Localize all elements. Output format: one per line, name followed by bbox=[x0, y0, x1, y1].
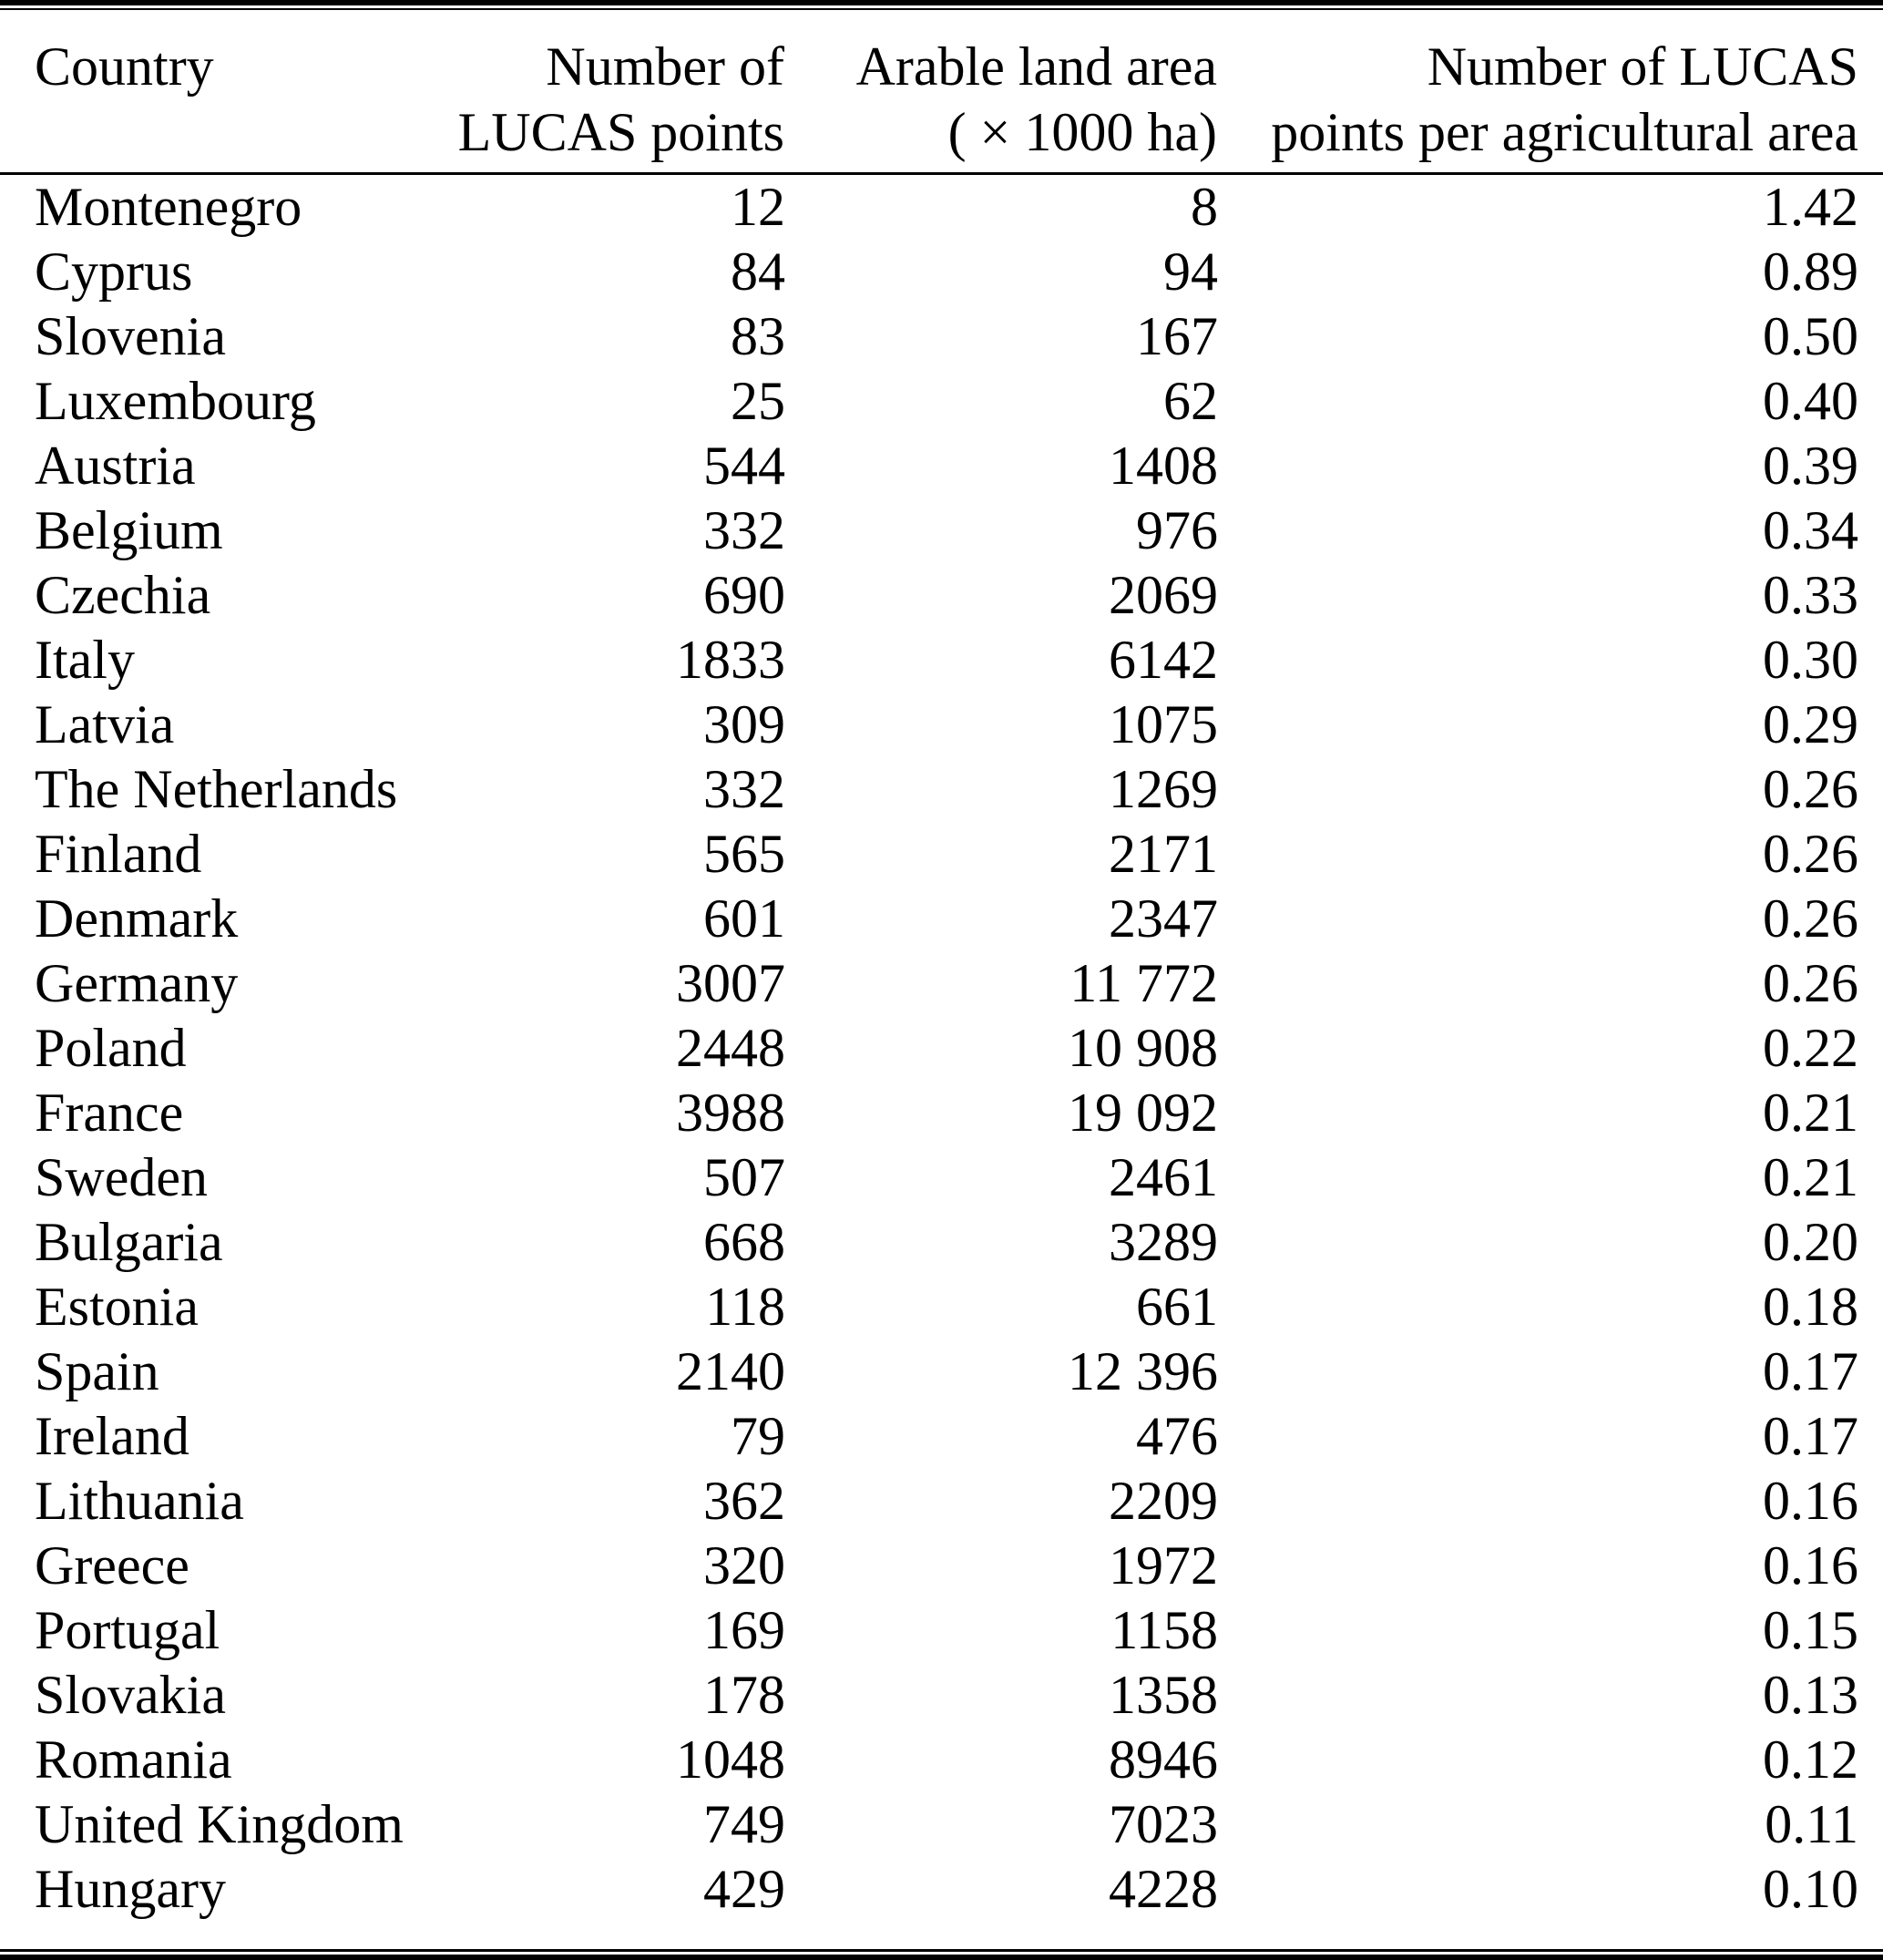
lucas-points-cell: 320 bbox=[703, 1535, 785, 1596]
header-country bbox=[0, 10, 455, 174]
arable-area-cell: 6142 bbox=[1109, 630, 1218, 690]
arable-area-cell: 8946 bbox=[1109, 1729, 1218, 1790]
country-cell: Belgium bbox=[35, 500, 223, 560]
points-per-area-cell: 0.12 bbox=[1763, 1729, 1858, 1790]
country-cell: Bulgaria bbox=[35, 1212, 223, 1272]
table-row bbox=[0, 1598, 1883, 1663]
arable-area-cell: 1358 bbox=[1109, 1665, 1218, 1725]
country-cell: The Netherlands bbox=[35, 759, 398, 819]
table-header bbox=[0, 10, 1883, 174]
points-per-area-cell: 0.11 bbox=[1765, 1794, 1858, 1854]
points-per-area-cell: 0.18 bbox=[1763, 1277, 1858, 1337]
header-points-per-area-line1: Number of LUCAS bbox=[1427, 36, 1858, 97]
table-row bbox=[0, 1404, 1883, 1469]
bottom-rule-thick bbox=[0, 1955, 1883, 1960]
points-per-area-cell: 0.26 bbox=[1763, 953, 1858, 1013]
table-row bbox=[0, 1275, 1883, 1339]
lucas-points-cell: 1833 bbox=[676, 630, 785, 690]
lucas-points-cell: 25 bbox=[731, 371, 785, 431]
points-per-area-cell: 0.10 bbox=[1763, 1859, 1858, 1919]
lucas-points-cell: 2140 bbox=[676, 1341, 785, 1401]
points-per-area-cell: 0.33 bbox=[1763, 565, 1858, 625]
arable-area-cell: 2209 bbox=[1109, 1471, 1218, 1531]
points-per-area-cell: 0.89 bbox=[1763, 241, 1858, 302]
country-cell: Poland bbox=[35, 1018, 187, 1078]
arable-area-cell: 4228 bbox=[1109, 1859, 1218, 1919]
lucas-points-cell: 118 bbox=[705, 1277, 785, 1337]
country-cell: United Kingdom bbox=[35, 1794, 404, 1854]
table-row bbox=[0, 1210, 1883, 1275]
header-row bbox=[0, 10, 1883, 174]
lucas-points-cell: 79 bbox=[731, 1406, 785, 1466]
header-lucas-points-line2: LUCAS points bbox=[457, 102, 784, 162]
points-per-area-cell: 1.42 bbox=[1763, 177, 1858, 237]
arable-area-cell: 12 396 bbox=[1068, 1341, 1218, 1401]
points-per-area-cell: 0.21 bbox=[1763, 1083, 1858, 1143]
country-cell: Hungary bbox=[35, 1859, 226, 1919]
header-arable-area-line2: ( × 1000 ha) bbox=[947, 102, 1217, 162]
lucas-points-cell: 169 bbox=[703, 1600, 785, 1660]
table-row bbox=[0, 887, 1883, 951]
country-cell: Romania bbox=[35, 1729, 232, 1790]
arable-area-cell: 94 bbox=[1163, 241, 1218, 302]
arable-area-cell: 11 772 bbox=[1069, 953, 1218, 1013]
points-per-area-cell: 0.17 bbox=[1763, 1406, 1858, 1466]
table-row bbox=[0, 822, 1883, 887]
table-row bbox=[0, 1339, 1883, 1404]
points-per-area-cell: 0.29 bbox=[1763, 694, 1858, 754]
country-cell: Montenegro bbox=[35, 177, 302, 237]
arable-area-cell: 19 092 bbox=[1068, 1083, 1218, 1143]
lucas-points-cell: 601 bbox=[703, 888, 785, 949]
header-lucas-points-line1: Number of bbox=[546, 36, 784, 97]
lucas-points-cell: 2448 bbox=[676, 1018, 785, 1078]
header-country-line1: Country bbox=[35, 36, 214, 97]
country-cell: France bbox=[35, 1083, 184, 1143]
points-per-area-cell: 0.13 bbox=[1763, 1665, 1858, 1725]
country-cell: Finland bbox=[35, 824, 202, 884]
country-cell: Lithuania bbox=[35, 1471, 244, 1531]
country-cell: Germany bbox=[35, 953, 239, 1013]
country-cell: Ireland bbox=[35, 1406, 189, 1466]
table-row bbox=[0, 369, 1883, 434]
points-per-area-cell: 0.22 bbox=[1763, 1018, 1858, 1078]
country-cell: Portugal bbox=[35, 1600, 220, 1660]
country-cell: Cyprus bbox=[35, 241, 193, 302]
lucas-points-cell: 3988 bbox=[676, 1083, 785, 1143]
table-row bbox=[0, 1534, 1883, 1598]
arable-area-cell: 661 bbox=[1136, 1277, 1218, 1337]
country-cell: Italy bbox=[35, 630, 135, 690]
lucas-points-cell: 1048 bbox=[676, 1729, 785, 1790]
lucas-points-cell: 362 bbox=[703, 1471, 785, 1531]
country-cell: Greece bbox=[35, 1535, 189, 1596]
table-row bbox=[0, 1663, 1883, 1728]
lucas-points-cell: 84 bbox=[731, 241, 785, 302]
header-lucas-points bbox=[455, 10, 785, 174]
arable-area-cell: 1075 bbox=[1109, 694, 1218, 754]
lucas-points-cell: 565 bbox=[703, 824, 785, 884]
table-row bbox=[0, 1145, 1883, 1210]
points-per-area-cell: 0.15 bbox=[1763, 1600, 1858, 1660]
table-row bbox=[0, 498, 1883, 563]
table-body bbox=[0, 174, 1883, 1923]
lucas-points-cell: 332 bbox=[703, 500, 785, 560]
country-cell: Slovakia bbox=[35, 1665, 226, 1725]
bottom-rule-thin bbox=[0, 1949, 1883, 1952]
points-per-area-cell: 0.50 bbox=[1763, 306, 1858, 366]
lucas-points-cell: 309 bbox=[703, 694, 785, 754]
arable-area-cell: 167 bbox=[1136, 306, 1218, 366]
points-per-area-cell: 0.16 bbox=[1763, 1535, 1858, 1596]
lucas-points-table bbox=[0, 10, 1883, 1922]
country-cell: Denmark bbox=[35, 888, 239, 949]
table-row bbox=[0, 434, 1883, 498]
points-per-area-cell: 0.39 bbox=[1763, 436, 1858, 496]
table-row bbox=[0, 628, 1883, 693]
lucas-points-cell: 178 bbox=[703, 1665, 785, 1725]
lucas-points-cell: 690 bbox=[703, 565, 785, 625]
table-row bbox=[0, 757, 1883, 822]
table-row bbox=[0, 563, 1883, 628]
country-cell: Slovenia bbox=[35, 306, 226, 366]
lucas-points-cell: 3007 bbox=[676, 953, 785, 1013]
lucas-points-cell: 83 bbox=[731, 306, 785, 366]
points-per-area-cell: 0.26 bbox=[1763, 888, 1858, 949]
lucas-points-cell: 668 bbox=[703, 1212, 785, 1272]
points-per-area-cell: 0.16 bbox=[1763, 1471, 1858, 1531]
arable-area-cell: 8 bbox=[1191, 177, 1218, 237]
header-arable-area-line1: Arable land area bbox=[855, 36, 1217, 97]
points-per-area-cell: 0.26 bbox=[1763, 824, 1858, 884]
points-per-area-cell: 0.30 bbox=[1763, 630, 1858, 690]
table-row bbox=[0, 1857, 1883, 1922]
country-cell: Spain bbox=[35, 1341, 159, 1401]
header-points-per-area-line2: points per agricultural area bbox=[1271, 102, 1858, 162]
arable-area-cell: 3289 bbox=[1109, 1212, 1218, 1272]
table-row bbox=[0, 240, 1883, 304]
points-per-area-cell: 0.40 bbox=[1763, 371, 1858, 431]
lucas-points-cell: 332 bbox=[703, 759, 785, 819]
table-row bbox=[0, 693, 1883, 757]
country-cell: Sweden bbox=[35, 1147, 208, 1207]
points-per-area-cell: 0.17 bbox=[1763, 1341, 1858, 1401]
country-cell: Austria bbox=[35, 436, 196, 496]
table-row bbox=[0, 304, 1883, 369]
top-rule-thick bbox=[0, 0, 1883, 5]
points-per-area-cell: 0.34 bbox=[1763, 500, 1858, 560]
points-per-area-cell: 0.26 bbox=[1763, 759, 1858, 819]
lucas-points-cell: 507 bbox=[703, 1147, 785, 1207]
lucas-points-cell: 749 bbox=[703, 1794, 785, 1854]
arable-area-cell: 10 908 bbox=[1068, 1018, 1218, 1078]
arable-area-cell: 476 bbox=[1136, 1406, 1218, 1466]
table-row bbox=[0, 174, 1883, 241]
lucas-points-cell: 12 bbox=[731, 177, 785, 237]
country-cell: Estonia bbox=[35, 1277, 199, 1337]
table-row bbox=[0, 1081, 1883, 1145]
points-per-area-cell: 0.20 bbox=[1763, 1212, 1858, 1272]
header-points-per-area bbox=[1218, 10, 1883, 174]
arable-area-cell: 976 bbox=[1136, 500, 1218, 560]
country-cell: Latvia bbox=[35, 694, 175, 754]
arable-area-cell: 1158 bbox=[1110, 1600, 1218, 1660]
lucas-points-cell: 429 bbox=[703, 1859, 785, 1919]
country-cell: Czechia bbox=[35, 565, 211, 625]
arable-area-cell: 62 bbox=[1163, 371, 1218, 431]
table-row bbox=[0, 1792, 1883, 1857]
header-arable-area bbox=[785, 10, 1218, 174]
points-per-area-cell: 0.21 bbox=[1763, 1147, 1858, 1207]
table-row bbox=[0, 1016, 1883, 1081]
country-cell: Luxembourg bbox=[35, 371, 316, 431]
table-row bbox=[0, 1469, 1883, 1534]
arable-area-cell: 2069 bbox=[1109, 565, 1218, 625]
arable-area-cell: 1972 bbox=[1109, 1535, 1218, 1596]
arable-area-cell: 2461 bbox=[1109, 1147, 1218, 1207]
arable-area-cell: 7023 bbox=[1109, 1794, 1218, 1854]
arable-area-cell: 2347 bbox=[1109, 888, 1218, 949]
arable-area-cell: 2171 bbox=[1109, 824, 1218, 884]
arable-area-cell: 1408 bbox=[1109, 436, 1218, 496]
lucas-points-cell: 544 bbox=[703, 436, 785, 496]
table-row bbox=[0, 1728, 1883, 1792]
arable-area-cell: 1269 bbox=[1109, 759, 1218, 819]
table-row bbox=[0, 951, 1883, 1016]
